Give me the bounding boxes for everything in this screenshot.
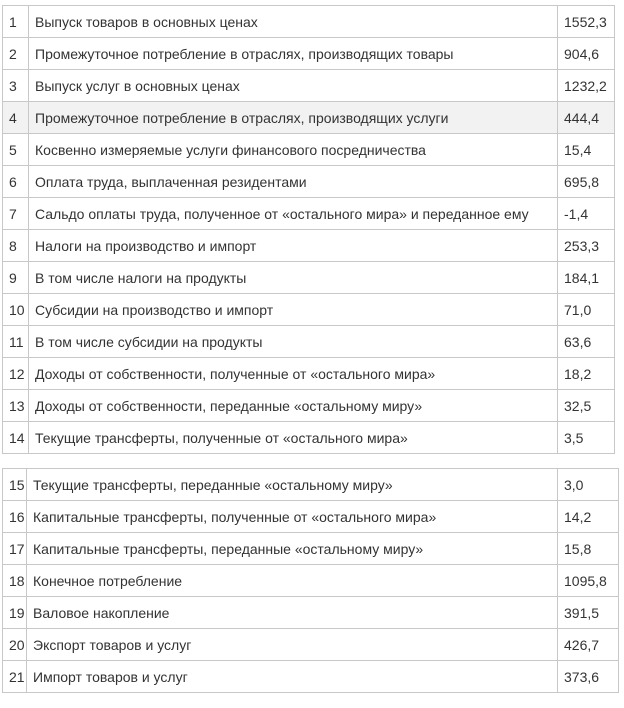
- row-label-cell: Налоги на производство и импорт: [29, 230, 558, 262]
- row-label-cell: Экспорт товаров и услуг: [27, 629, 558, 661]
- row-label-cell: Валовое накопление: [27, 597, 558, 629]
- table-row: [3, 166, 615, 198]
- row-number-cell: 1: [3, 6, 29, 38]
- row-number-cell: 18: [3, 565, 27, 597]
- table-row: [3, 326, 615, 358]
- row-number-cell: 11: [3, 326, 29, 358]
- row-label-cell: Промежуточное потребление в отраслях, производящих товары: [29, 38, 558, 70]
- row-value-cell: 1552,3: [558, 6, 615, 38]
- row-number-cell: 8: [3, 230, 29, 262]
- row-number-cell: 19: [3, 597, 27, 629]
- row-number-cell: 9: [3, 262, 29, 294]
- table-row: [3, 501, 619, 533]
- table-row: [3, 469, 619, 501]
- row-number-cell: 14: [3, 422, 29, 454]
- row-label-cell: Сальдо оплаты труда, полученное от «остального мира» и переданное ему: [29, 198, 558, 230]
- row-number-cell: 21: [3, 661, 27, 693]
- row-number-cell: 20: [3, 629, 27, 661]
- indicators-table-part-1: [2, 5, 615, 454]
- row-value-cell: 373,6: [558, 661, 619, 693]
- indicators-table-part-2: [2, 468, 619, 693]
- indicators-table-body-1: [3, 6, 615, 454]
- table-row: [3, 629, 619, 661]
- row-value-cell: 15,4: [558, 134, 615, 166]
- row-label-cell: Субсидии на производство и импорт: [29, 294, 558, 326]
- table-row: [3, 390, 615, 422]
- row-value-cell: 904,6: [558, 38, 615, 70]
- row-label-cell: Текущие трансферты, полученные от «остального мира»: [29, 422, 558, 454]
- row-label-cell: Выпуск товаров в основных ценах: [29, 6, 558, 38]
- table-row: [3, 134, 615, 166]
- row-value-cell: 184,1: [558, 262, 615, 294]
- row-value-cell: 18,2: [558, 358, 615, 390]
- row-number-cell: 12: [3, 358, 29, 390]
- row-value-cell: 3,0: [558, 469, 619, 501]
- row-label-cell: Оплата труда, выплаченная резидентами: [29, 166, 558, 198]
- row-value-cell: 253,3: [558, 230, 615, 262]
- row-label-cell: Промежуточное потребление в отраслях, производящих услуги: [29, 102, 558, 134]
- row-number-cell: 2: [3, 38, 29, 70]
- row-value-cell: 391,5: [558, 597, 619, 629]
- row-value-cell: 15,8: [558, 533, 619, 565]
- row-label-cell: Импорт товаров и услуг: [27, 661, 558, 693]
- row-value-cell: 695,8: [558, 166, 615, 198]
- row-label-cell: Косвенно измеряемые услуги финансового посредничества: [29, 134, 558, 166]
- row-value-cell: 1095,8: [558, 565, 619, 597]
- table-row: [3, 422, 615, 454]
- indicators-table-body-2: [3, 469, 619, 693]
- row-number-cell: 6: [3, 166, 29, 198]
- row-value-cell: 1232,2: [558, 70, 615, 102]
- table-row: [3, 198, 615, 230]
- table-row: [3, 230, 615, 262]
- table-row: [3, 533, 619, 565]
- row-value-cell: 32,5: [558, 390, 615, 422]
- row-value-cell: 3,5: [558, 422, 615, 454]
- table-row: [3, 661, 619, 693]
- row-number-cell: 5: [3, 134, 29, 166]
- row-number-cell: 10: [3, 294, 29, 326]
- row-label-cell: Доходы от собственности, переданные «остальному миру»: [29, 390, 558, 422]
- row-number-cell: 4: [3, 102, 29, 134]
- table-row: [3, 102, 615, 134]
- row-label-cell: Конечное потребление: [27, 565, 558, 597]
- table-row: [3, 70, 615, 102]
- table-row: [3, 597, 619, 629]
- row-value-cell: 71,0: [558, 294, 615, 326]
- table-row: [3, 38, 615, 70]
- row-value-cell: -1,4: [558, 198, 615, 230]
- row-number-cell: 16: [3, 501, 27, 533]
- row-number-cell: 13: [3, 390, 29, 422]
- row-value-cell: 63,6: [558, 326, 615, 358]
- row-value-cell: 426,7: [558, 629, 619, 661]
- row-number-cell: 7: [3, 198, 29, 230]
- table-row: [3, 294, 615, 326]
- table-row: [3, 6, 615, 38]
- table-row: [3, 565, 619, 597]
- row-number-cell: 17: [3, 533, 27, 565]
- row-label-cell: Текущие трансферты, переданные «остальному миру»: [27, 469, 558, 501]
- table-row: [3, 358, 615, 390]
- table-row: [3, 262, 615, 294]
- row-number-cell: 15: [3, 469, 27, 501]
- row-label-cell: В том числе субсидии на продукты: [29, 326, 558, 358]
- row-number-cell: 3: [3, 70, 29, 102]
- row-label-cell: Доходы от собственности, полученные от «остального мира»: [29, 358, 558, 390]
- row-value-cell: 14,2: [558, 501, 619, 533]
- row-label-cell: Капитальные трансферты, переданные «остальному миру»: [27, 533, 558, 565]
- row-label-cell: Капитальные трансферты, полученные от «остального мира»: [27, 501, 558, 533]
- row-value-cell: 444,4: [558, 102, 615, 134]
- row-label-cell: Выпуск услуг в основных ценах: [29, 70, 558, 102]
- row-label-cell: В том числе налоги на продукты: [29, 262, 558, 294]
